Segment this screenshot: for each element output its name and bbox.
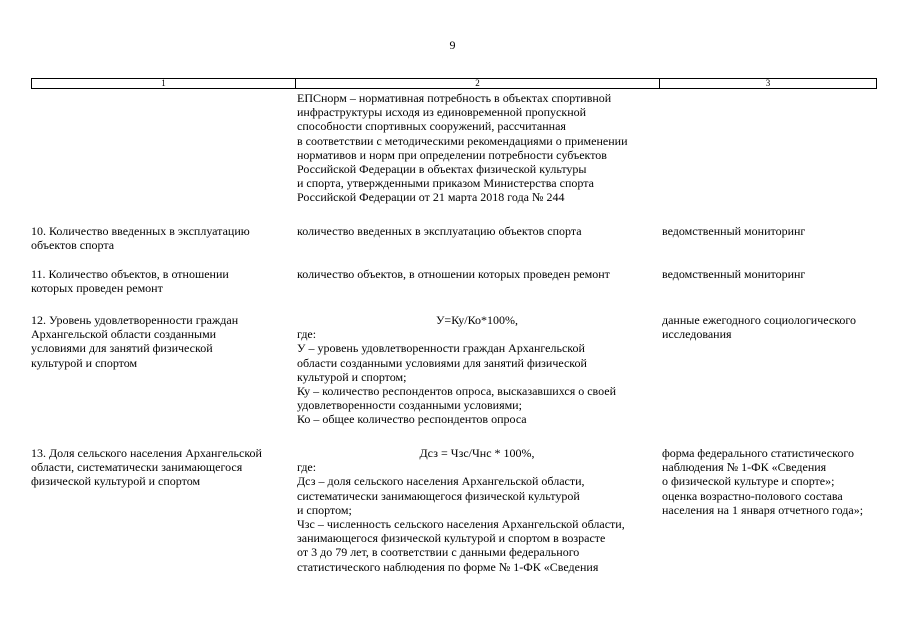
- text-line: области созданными условиями для занятий физической: [297, 355, 587, 370]
- text-line: условиями для занятий физической: [31, 341, 213, 356]
- text-line: Архангельской области созданными: [31, 327, 217, 342]
- table-header: [31, 78, 877, 89]
- row-12-indicator: [31, 313, 283, 370]
- text-line: 13. Доля сельского населения Архангельской: [31, 446, 262, 460]
- text-line: где:: [297, 460, 317, 475]
- row-11-indicator: [31, 267, 283, 295]
- text-line: количество введенных в эксплуатацию объектов спорта: [297, 224, 582, 238]
- row-10-source: [662, 224, 887, 238]
- header-col-1: 1: [32, 79, 296, 88]
- text-line: способности спортивных сооружений, рассчитанная: [297, 119, 566, 134]
- text-line: ЕПСнорм – нормативная потребность в объектах спортивной: [297, 91, 612, 105]
- row-12-source: [662, 313, 887, 341]
- text-line: исследования: [662, 327, 732, 342]
- text-line: культурой и спортом: [31, 355, 138, 370]
- text-line: Российской Федерации в объектах физической культуры: [297, 162, 587, 177]
- text-line: которых проведен ремонт: [31, 281, 163, 296]
- page-number: 9: [449, 38, 456, 52]
- text-line: оценка возрастно-полового состава: [662, 488, 843, 503]
- formula: Дсз = Чзс/Чнс * 100%,: [419, 446, 535, 460]
- text-line: инфраструктуры исходя из единовременной пропускной: [297, 105, 587, 120]
- text-line: статистического наблюдения по форме № 1-ФК «Сведения: [297, 559, 599, 574]
- row-10-method: [297, 224, 657, 238]
- text-line: наблюдения № 1-ФК «Сведения: [662, 460, 827, 475]
- row-11-method: [297, 267, 657, 281]
- row-13-method: [297, 446, 657, 574]
- text-line: культурой и спортом;: [297, 369, 407, 384]
- header-col-3: 3: [765, 78, 771, 88]
- text-line: физической культурой и спортом: [31, 474, 201, 489]
- row-10-indicator: [31, 224, 283, 252]
- text-line: населения на 1 января отчетного года»;: [662, 502, 864, 517]
- text-line: 12. Уровень удовлетворенности граждан: [31, 313, 239, 327]
- text-line: 11. Количество объектов, в отношении: [31, 267, 229, 281]
- text-line: нормативов и норм при определении потребности субъектов: [297, 147, 607, 162]
- text-line: где:: [297, 327, 317, 342]
- text-line: объектов спорта: [31, 238, 115, 253]
- row-12-method: [297, 313, 657, 427]
- row-13-indicator: [31, 446, 283, 489]
- text-line: 10. Количество введенных в эксплуатацию: [31, 224, 250, 238]
- text-line: У – уровень удовлетворенности граждан Архангельской: [297, 341, 585, 356]
- text-line: систематически занимающегося физической культурой: [297, 488, 580, 503]
- text-line: о физической культуре и спорте»;: [662, 474, 835, 489]
- text-line: данные ежегодного социологического: [662, 313, 857, 327]
- text-line: удовлетворенности созданными условиями;: [297, 398, 522, 413]
- text-line: от 3 до 79 лет, в соответствии с данными федерального: [297, 545, 580, 560]
- text-line: и спорта, утвержденными приказом Министерства спорта: [297, 176, 594, 191]
- text-line: Ко – общее количество респондентов опроса: [297, 412, 527, 427]
- text-line: занимающегося физической культурой и спортом в возрасте: [297, 531, 606, 546]
- text-line: Российской Федерации от 21 марта 2018 года № 244: [297, 190, 565, 205]
- text-line: ведомственный мониторинг: [662, 267, 806, 281]
- text-line: ведомственный мониторинг: [662, 224, 806, 238]
- header-col-2: 2: [296, 79, 660, 88]
- intro-text: [297, 91, 657, 205]
- text-line: количество объектов, в отношении которых проведен ремонт: [297, 267, 610, 281]
- text-line: Чзс – численность сельского населения Архангельской области,: [297, 517, 625, 532]
- text-line: Ку – количество респондентов опроса, высказавшихся о своей: [297, 384, 617, 399]
- text-line: в соответствии с методическими рекомендациями о применении: [297, 133, 628, 148]
- text-line: области, систематически занимающегося: [31, 460, 243, 475]
- text-line: Дсз – доля сельского населения Архангельской области,: [297, 474, 585, 489]
- row-13-source: [662, 446, 887, 517]
- row-11-source: [662, 267, 887, 281]
- text-line: форма федерального статистического: [662, 446, 854, 460]
- formula: У=Ку/Ко*100%,: [435, 313, 519, 327]
- text-line: и спортом;: [297, 502, 352, 517]
